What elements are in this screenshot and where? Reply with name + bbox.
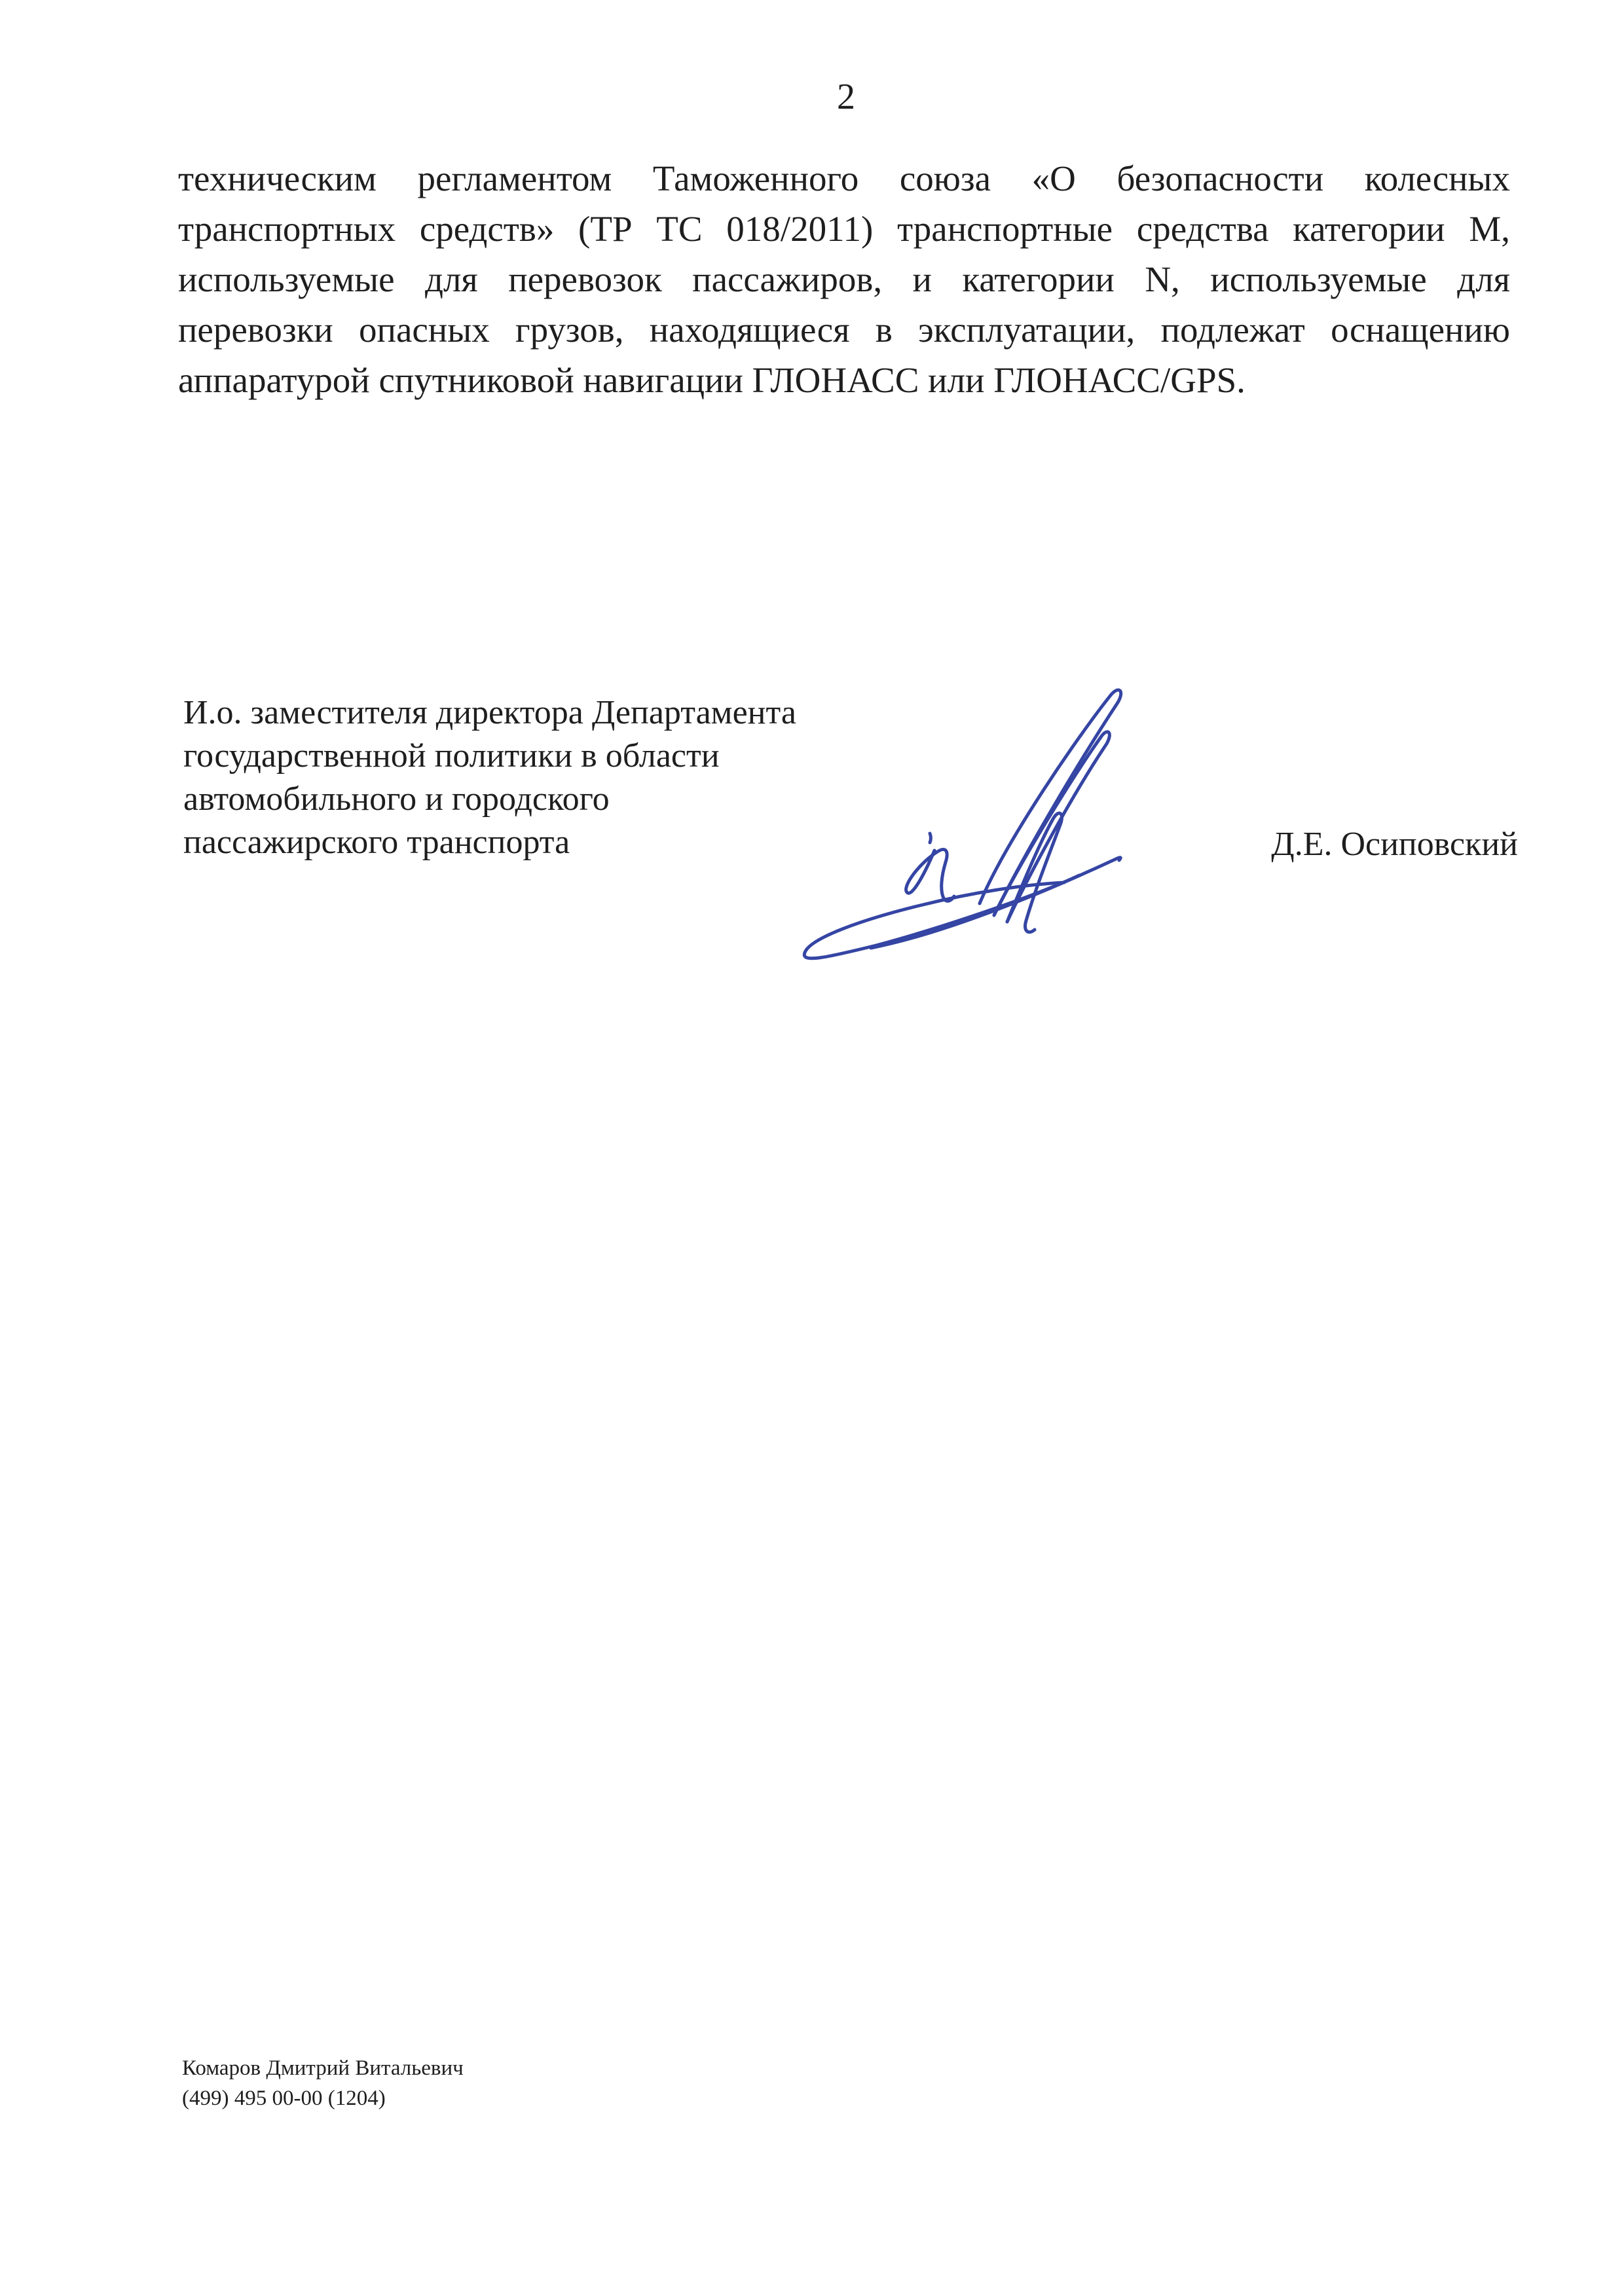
paragraph-line: используемые для перевозок пассажиров, и категории N, используемые для bbox=[178, 259, 1510, 299]
page-number: 2 bbox=[837, 77, 855, 117]
handwritten-signature bbox=[773, 656, 1139, 964]
paragraph-line: аппаратурой спутниковой навигации ГЛОНАСС или ГЛОНАСС/GPS. bbox=[178, 360, 1246, 400]
signatory-title-line: И.о. заместителя директора Департамента bbox=[183, 694, 796, 731]
signature-strokes bbox=[804, 690, 1120, 958]
signatory-title-line: пассажирского транспорта bbox=[183, 824, 570, 861]
footer-contact-phone: (499) 495 00-00 (1204) bbox=[182, 2086, 386, 2110]
paragraph-line: техническим регламентом Таможенного союза «О безопасности колесных bbox=[178, 158, 1510, 198]
signatory-name: Д.Е. Осиповский bbox=[1271, 826, 1518, 863]
body-paragraph bbox=[178, 153, 1510, 405]
footer-contact-name: Комаров Дмитрий Витальевич bbox=[182, 2056, 464, 2080]
signatory-title-line: автомобильного и городского bbox=[183, 780, 610, 818]
signatory-title-line: государственной политики в области bbox=[183, 737, 720, 774]
signatory-title bbox=[183, 691, 838, 864]
paragraph-line: перевозки опасных грузов, находящиеся в эксплуатации, подлежат оснащению bbox=[178, 310, 1510, 350]
footer-contact bbox=[182, 2053, 464, 2113]
paragraph-line: транспортных средств» (ТР ТС 018/2011) транспортные средства категории М, bbox=[178, 209, 1510, 249]
